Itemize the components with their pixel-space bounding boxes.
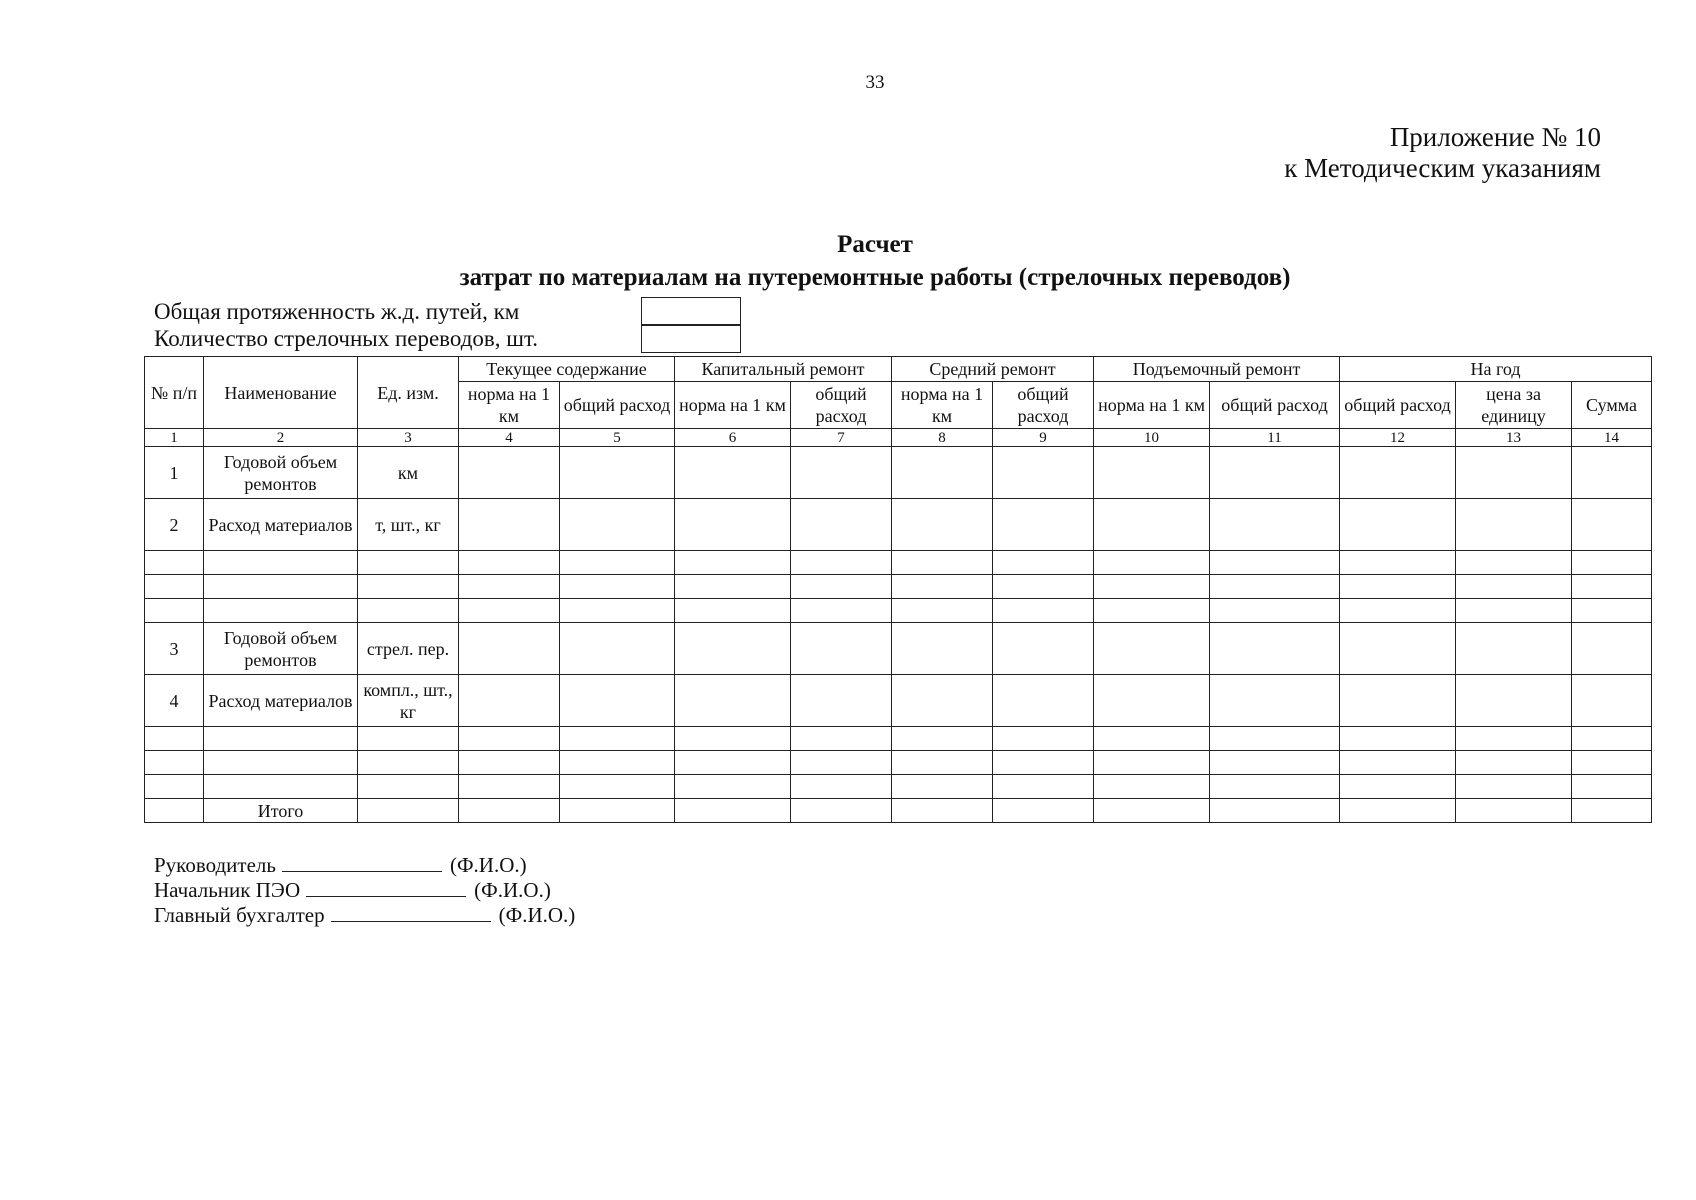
data-cell[interactable] [459,675,560,727]
subheader-total: общий расход [1210,382,1340,429]
data-cell[interactable] [1210,775,1340,799]
data-cell[interactable] [892,751,993,775]
data-cell[interactable] [1210,599,1340,623]
data-cell[interactable] [1340,623,1456,675]
data-cell[interactable] [993,623,1094,675]
data-cell[interactable] [1210,623,1340,675]
data-cell[interactable] [1456,551,1572,575]
data-cell[interactable] [1456,799,1572,823]
data-cell[interactable] [791,499,892,551]
data-cell[interactable] [358,727,459,751]
data-cell[interactable] [358,775,459,799]
data-cell[interactable] [1572,727,1652,751]
data-cell[interactable] [993,727,1094,751]
subheader-total: общий расход [993,382,1094,429]
data-cell[interactable] [560,751,675,775]
data-cell[interactable] [993,551,1094,575]
data-cell[interactable] [1094,775,1210,799]
data-cell[interactable] [1456,727,1572,751]
data-cell[interactable] [675,675,791,727]
data-cell[interactable] [358,751,459,775]
appendix-line-1: Приложение № 10 [1389,122,1601,152]
data-cell[interactable] [791,447,892,499]
signature-line[interactable] [282,853,442,872]
data-cell[interactable] [1340,499,1456,551]
data-cell[interactable] [1456,675,1572,727]
data-cell[interactable] [993,799,1094,823]
data-cell[interactable] [1456,447,1572,499]
data-cell[interactable] [459,575,560,599]
data-cell[interactable] [791,751,892,775]
signature-line[interactable] [331,903,491,922]
data-cell[interactable] [1340,675,1456,727]
row-unit: т, шт., кг [358,499,459,551]
data-cell[interactable] [1094,499,1210,551]
group-medium-repair: Средний ремонт [892,357,1094,382]
data-cell[interactable] [993,575,1094,599]
data-cell[interactable] [892,623,993,675]
data-cell[interactable] [1094,675,1210,727]
data-cell[interactable] [1572,675,1652,727]
data-cell[interactable] [892,675,993,727]
column-number: 1 [145,429,204,447]
data-cell[interactable] [1456,499,1572,551]
data-cell[interactable] [1456,599,1572,623]
table-row [145,675,1652,727]
data-cell[interactable] [1456,623,1572,675]
row-num: 2 [145,499,204,551]
data-cell[interactable] [459,551,560,575]
data-cell[interactable] [459,751,560,775]
data-cell[interactable] [1094,551,1210,575]
data-cell[interactable] [1572,551,1652,575]
data-cell[interactable] [1572,575,1652,599]
blank-row [145,599,1652,623]
blank-row [145,775,1652,799]
data-cell[interactable] [675,775,791,799]
data-cell[interactable] [1210,751,1340,775]
data-cell[interactable] [892,447,993,499]
data-cell[interactable] [675,727,791,751]
switches-value-box[interactable] [641,325,741,353]
subheader-total: общий расход [791,382,892,429]
length-value-box[interactable] [641,297,741,325]
data-cell[interactable] [1210,499,1340,551]
row-num: 3 [145,623,204,675]
data-cell[interactable] [791,727,892,751]
data-cell[interactable] [204,751,358,775]
data-cell[interactable] [1210,551,1340,575]
blank-row [145,575,1652,599]
data-cell[interactable] [993,775,1094,799]
data-cell[interactable] [459,599,560,623]
signatures-block [154,853,575,928]
column-number: 13 [1456,429,1572,447]
column-number: 11 [1210,429,1340,447]
row-unit: компл., шт., кг [358,675,459,727]
row-unit: км [358,447,459,499]
data-cell[interactable] [892,499,993,551]
group-current-maintenance: Текущее содержание [459,357,675,382]
signature-director [154,853,575,878]
data-cell[interactable] [791,551,892,575]
length-label: Общая протяженность ж.д. путей, км [154,299,520,324]
subheader-norm: норма на 1 км [892,382,993,429]
data-cell[interactable] [675,551,791,575]
column-number: 2 [204,429,358,447]
data-cell[interactable] [1094,751,1210,775]
row-name: Расход материалов [204,675,358,727]
data-cell[interactable] [675,447,791,499]
data-cell[interactable] [560,799,675,823]
data-cell[interactable] [675,499,791,551]
data-cell[interactable] [1340,727,1456,751]
appendix-line-2: к Методическим указаниям [1284,153,1601,183]
data-cell[interactable] [1456,751,1572,775]
column-number: 14 [1572,429,1652,447]
signature-line[interactable] [306,878,466,897]
header-unit: Ед. изм. [358,357,459,429]
subheader-sum: Сумма [1572,382,1652,429]
column-number: 3 [358,429,459,447]
data-cell[interactable] [560,675,675,727]
signature-peo-head [154,878,575,903]
data-cell[interactable] [1340,599,1456,623]
data-cell[interactable] [675,623,791,675]
subheader-total: общий расход [560,382,675,429]
data-cell[interactable] [145,799,204,823]
header-name: Наименование [204,357,358,429]
data-cell[interactable] [459,499,560,551]
table-row [145,447,1652,499]
switches-label: Количество стрелочных переводов, шт. [154,326,539,351]
data-cell[interactable] [675,799,791,823]
data-cell[interactable] [675,575,791,599]
data-cell[interactable] [204,551,358,575]
data-cell[interactable] [560,623,675,675]
signature-label: Начальник ПЭО [154,878,301,902]
data-cell[interactable] [358,575,459,599]
data-cell[interactable] [145,751,204,775]
column-number: 4 [459,429,560,447]
row-name: Годовой объем ремонтов [204,447,358,499]
column-number: 10 [1094,429,1210,447]
data-cell[interactable] [892,775,993,799]
table-row [145,623,1652,675]
data-cell[interactable] [1210,675,1340,727]
document-title [0,228,1696,294]
data-cell[interactable] [560,551,675,575]
group-lifting-repair: Подъемочный ремонт [1094,357,1340,382]
group-per-year: На год [1340,357,1652,382]
data-cell[interactable] [459,799,560,823]
appendix-header [1284,122,1601,184]
row-num: 4 [145,675,204,727]
row-unit: стрел. пер. [358,623,459,675]
data-cell[interactable] [459,623,560,675]
data-cell[interactable] [1094,727,1210,751]
signature-label: Руководитель [154,853,276,877]
data-cell[interactable] [145,575,204,599]
data-cell[interactable] [145,599,204,623]
data-cell[interactable] [560,775,675,799]
data-cell[interactable] [892,575,993,599]
data-cell[interactable] [675,751,791,775]
column-number: 9 [993,429,1094,447]
data-cell[interactable] [1210,727,1340,751]
blank-row [145,551,1652,575]
data-cell[interactable] [358,551,459,575]
data-cell[interactable] [993,751,1094,775]
params-block [154,298,538,352]
data-cell[interactable] [204,599,358,623]
data-cell[interactable] [459,447,560,499]
data-cell[interactable] [1094,623,1210,675]
data-cell[interactable] [791,675,892,727]
subheader-price: цена за единицу [1456,382,1572,429]
blank-row [145,751,1652,775]
data-cell[interactable] [1094,599,1210,623]
signature-fio: (Ф.И.О.) [474,878,551,902]
data-cell[interactable] [1572,623,1652,675]
column-number: 8 [892,429,993,447]
data-cell[interactable] [1456,775,1572,799]
data-cell[interactable] [560,599,675,623]
data-cell[interactable] [1340,799,1456,823]
data-cell[interactable] [791,575,892,599]
title-line-2: затрат по материалам на путеремонтные работы (стрелочных переводов) [459,264,1291,291]
subheader-norm: норма на 1 км [675,382,791,429]
blank-row [145,727,1652,751]
signature-fio: (Ф.И.О.) [449,853,527,877]
data-cell[interactable] [892,551,993,575]
data-cell[interactable] [1340,751,1456,775]
total-row [145,799,1652,823]
data-cell[interactable] [993,599,1094,623]
data-cell[interactable] [993,447,1094,499]
data-cell[interactable] [993,675,1094,727]
data-cell[interactable] [560,499,675,551]
data-cell[interactable] [1572,799,1652,823]
column-numbers-row [145,429,1652,447]
data-cell[interactable] [145,727,204,751]
data-cell[interactable] [204,727,358,751]
data-cell[interactable] [1572,447,1652,499]
data-cell[interactable] [1572,775,1652,799]
data-cell[interactable] [1210,447,1340,499]
data-cell[interactable] [791,623,892,675]
data-cell[interactable] [1340,551,1456,575]
data-cell[interactable] [791,599,892,623]
data-cell[interactable] [1094,575,1210,599]
data-cell[interactable] [204,575,358,599]
data-cell[interactable] [358,799,459,823]
data-cell[interactable] [892,727,993,751]
column-number: 12 [1340,429,1456,447]
data-cell[interactable] [560,727,675,751]
column-number: 5 [560,429,675,447]
calculation-table [144,356,1652,823]
header-num: № п/п [145,357,204,429]
data-cell[interactable] [1572,499,1652,551]
data-cell[interactable] [892,599,993,623]
data-cell[interactable] [791,799,892,823]
row-name: Расход материалов [204,499,358,551]
subheader-norm: норма на 1 км [459,382,560,429]
data-cell[interactable] [1340,575,1456,599]
data-cell[interactable] [358,599,459,623]
column-number: 7 [791,429,892,447]
data-cell[interactable] [791,775,892,799]
subheader-norm: норма на 1 км [1094,382,1210,429]
data-cell[interactable] [1572,751,1652,775]
row-name: Годовой объем ремонтов [204,623,358,675]
data-cell[interactable] [993,499,1094,551]
data-cell[interactable] [145,551,204,575]
signature-fio: (Ф.И.О.) [498,903,576,927]
data-cell[interactable] [1210,575,1340,599]
data-cell[interactable] [675,599,791,623]
data-cell[interactable] [892,799,993,823]
data-cell[interactable] [204,775,358,799]
data-cell[interactable] [1094,799,1210,823]
signature-chief-accountant [154,903,575,928]
data-cell[interactable] [145,775,204,799]
total-label: Итого [204,799,358,823]
column-number: 6 [675,429,791,447]
table-row [145,499,1652,551]
group-capital-repair: Капитальный ремонт [675,357,892,382]
data-cell[interactable] [1456,575,1572,599]
row-num: 1 [145,447,204,499]
data-cell[interactable] [560,447,675,499]
data-cell[interactable] [1094,447,1210,499]
data-cell[interactable] [560,575,675,599]
data-cell[interactable] [1572,599,1652,623]
title-line-1: Расчет [837,231,913,258]
page-number: 33 [865,72,885,93]
data-cell[interactable] [1340,775,1456,799]
subheader-total: общий расход [1340,382,1456,429]
data-cell[interactable] [1340,447,1456,499]
data-cell[interactable] [1210,799,1340,823]
signature-label: Главный бухгалтер [154,903,325,927]
data-cell[interactable] [459,775,560,799]
data-cell[interactable] [459,727,560,751]
